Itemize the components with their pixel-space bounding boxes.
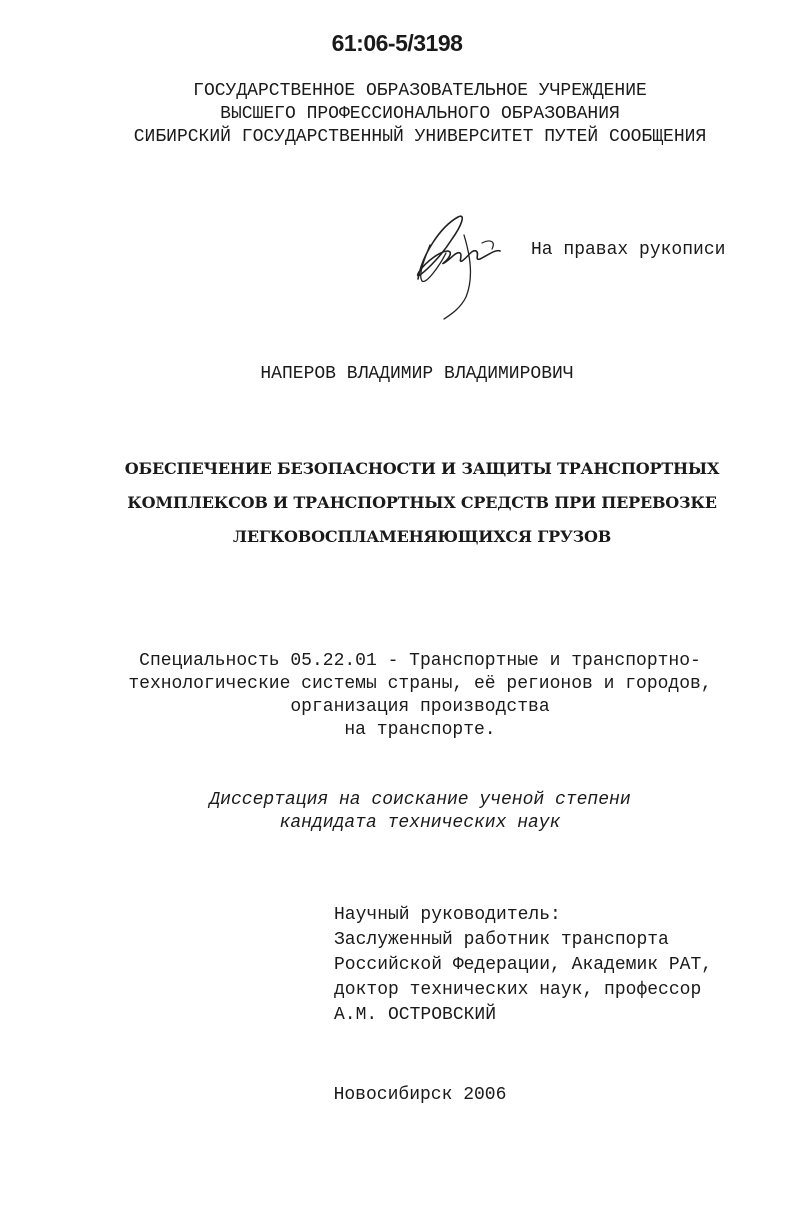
institution-line: СИБИРСКИЙ ГОСУДАРСТВЕННЫЙ УНИВЕРСИТЕТ ПУТЕЙ СООБЩЕНИЯ [133,127,707,147]
title-line: КОМПЛЕКСОВ И ТРАНСПОРТНЫХ СРЕДСТВ ПРИ ПЕРЕВОЗКЕ [127,493,717,512]
supervisor-line: доктор технических наук, профессор [334,980,702,1000]
supervisor-line: Российской Федерации, Академик РАТ, [334,955,713,975]
rights-note: На правах рукописи [531,240,726,260]
title-line: ОБЕСПЕЧЕНИЕ БЕЗОПАСНОСТИ И ЗАЩИТЫ ТРАНСПОРТНЫХ [124,459,720,478]
specialty-block [0,650,794,742]
degree-line: кандидата технических наук [279,813,561,833]
specialty-line: Специальность 05.22.01 - Транспортные и транспортно- [139,651,701,671]
catalog-number: 61:06-5/3198 [331,30,463,56]
degree-block [0,789,794,835]
city-year: Новосибирск 2006 [333,1085,507,1105]
institution-block [0,80,794,149]
institution-line: ГОСУДАРСТВЕННОЕ ОБРАЗОВАТЕЛЬНОЕ УЧРЕЖДЕНИЕ [193,81,647,101]
dissertation-title [0,452,794,554]
specialty-line: на транспорте. [344,720,496,740]
specialty-line: организация производства [290,697,550,717]
supervisor-line: Научный руководитель: [334,905,561,925]
specialty-line: технологические системы страны, её регионов и городов, [128,674,712,694]
degree-line: Диссертация на соискание ученой степени [209,790,631,810]
supervisor-line: А.М. ОСТРОВСКИЙ [334,1005,497,1025]
supervisor-block [334,903,712,1028]
title-line: ЛЕГКОВОСПЛАМЕНЯЮЩИХСЯ ГРУЗОВ [232,527,612,546]
institution-line: ВЫСШЕГО ПРОФЕССИОНАЛЬНОГО ОБРАЗОВАНИЯ [220,104,620,124]
handwritten-signature [400,205,520,325]
author-name: НАПЕРОВ ВЛАДИМИР ВЛАДИМИРОВИЧ [260,364,574,384]
supervisor-line: Заслуженный работник транспорта [334,930,669,950]
